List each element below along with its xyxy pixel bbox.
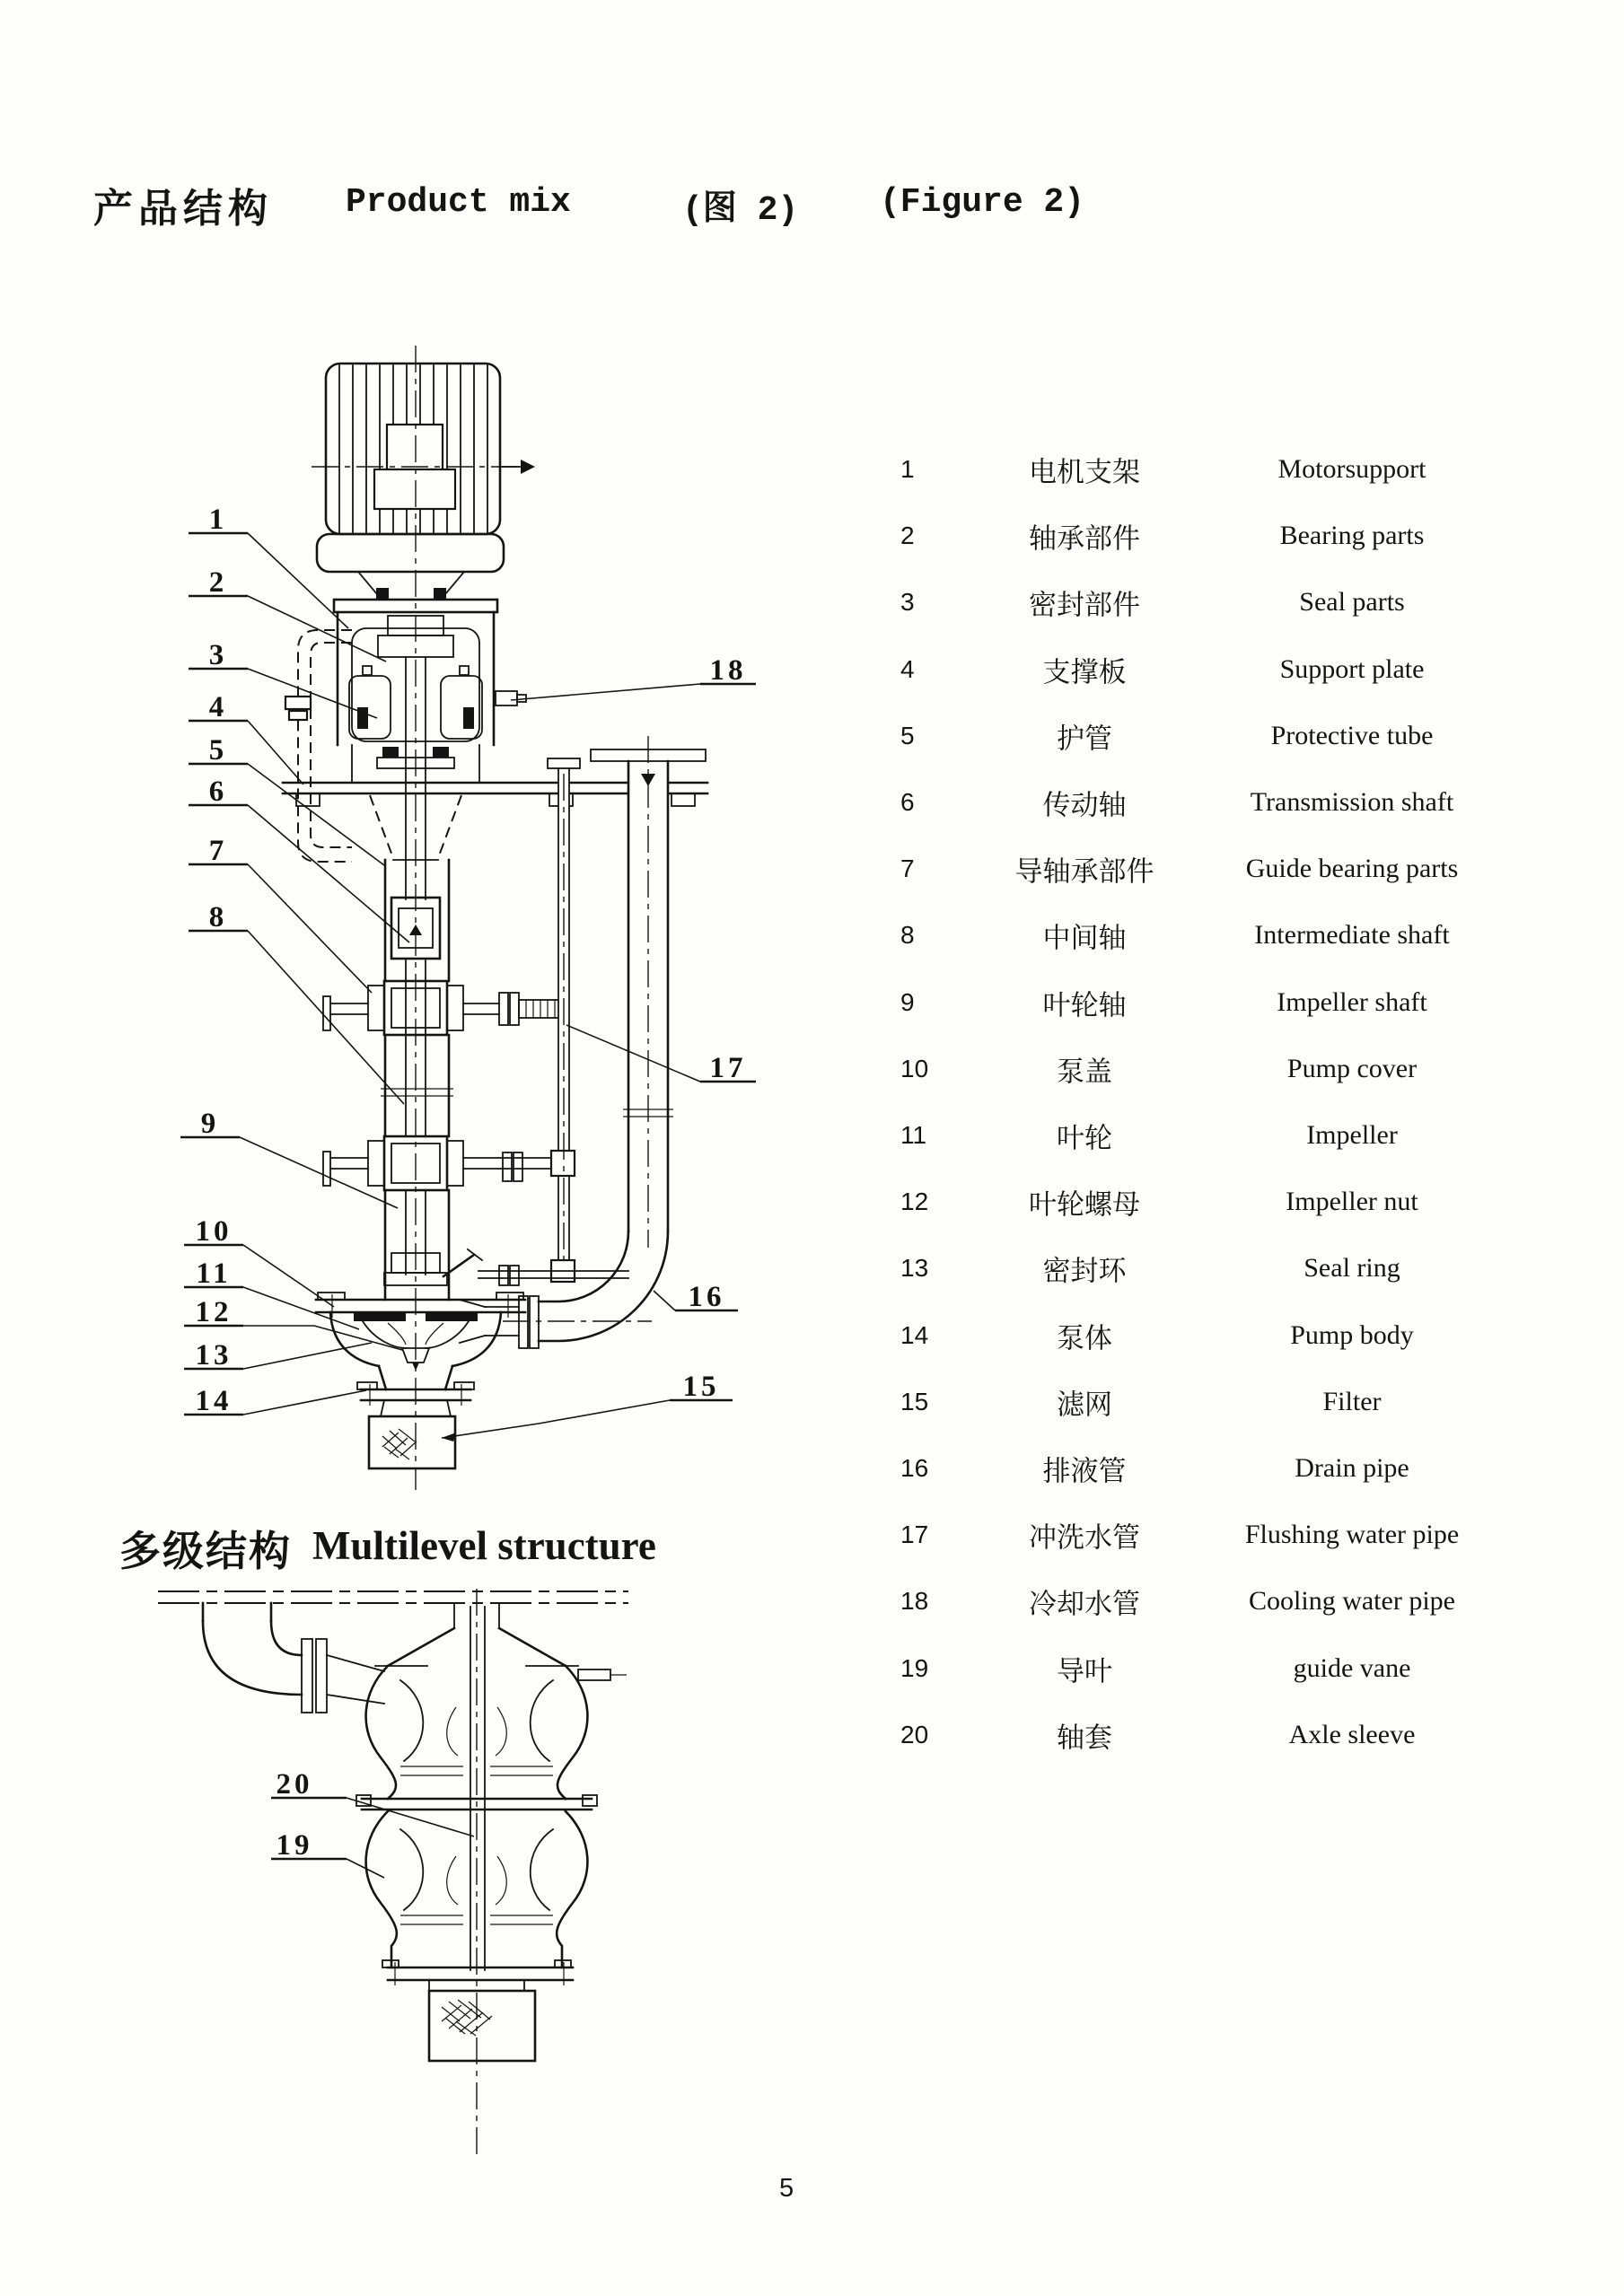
part-name-zh: 泵盖 (1057, 1056, 1112, 1088)
part-name-zh: 导轴承部件 (1014, 855, 1154, 888)
part-number: 1 (900, 455, 915, 483)
part-name-zh: 叶轮轴 (1042, 989, 1127, 1021)
part-number: 3 (900, 588, 915, 617)
electric-motor (312, 364, 535, 600)
svg-text:3: 3 (208, 639, 228, 671)
part-name-en: Flushing water pipe (1244, 1520, 1460, 1550)
callout-8 (189, 901, 404, 1104)
part-name-en: Cooling water pipe (1249, 1586, 1455, 1617)
multilevel-callouts (271, 1768, 474, 1878)
part-name-en: Support plate (1279, 653, 1425, 684)
svg-text:5: 5 (208, 734, 228, 767)
svg-text:15: 15 (682, 1371, 720, 1403)
part-name-zh: 密封部件 (1029, 589, 1140, 621)
part-name-en: Bearing parts (1279, 521, 1425, 551)
part-number: 6 (900, 788, 915, 816)
part-name-en: Intermediate shaft (1254, 920, 1450, 951)
part-name-zh: 叶轮螺母 (1029, 1188, 1140, 1221)
svg-text:19: 19 (276, 1829, 313, 1862)
part-number: 16 (900, 1454, 929, 1482)
part-number: 15 (900, 1387, 929, 1415)
callout-13 (184, 1339, 372, 1371)
pump-casing (316, 1293, 525, 1406)
guide-bearing-upper (323, 981, 562, 1035)
part-name-zh: 冲洗水管 (1029, 1521, 1140, 1554)
part-number: 7 (900, 854, 915, 883)
flushing-water-pipe (548, 758, 580, 1282)
suction-filter (369, 1400, 455, 1468)
part-name-zh: 轴套 (1057, 1722, 1112, 1754)
part-name-en: Guide bearing parts (1245, 854, 1459, 884)
part-name-zh: 电机支架 (1029, 456, 1140, 488)
part-name-zh: 轴承部件 (1029, 522, 1140, 555)
part-number: 2 (900, 521, 915, 550)
part-name-zh: 中间轴 (1042, 922, 1127, 954)
part-name-en: Axle sleeve (1288, 1719, 1416, 1749)
part-name-zh: 支撑板 (1042, 656, 1127, 688)
figure-2-diagram (126, 341, 862, 1517)
svg-text:1: 1 (208, 504, 228, 536)
part-number: 12 (900, 1187, 929, 1216)
mounting-plate-line (158, 1591, 628, 1603)
part-name-en: Impeller shaft (1277, 986, 1427, 1017)
guide-bearing-lower (323, 1136, 549, 1190)
part-name-en: Impeller nut (1286, 1187, 1418, 1217)
multilevel-heading-en: Multilevel structure (312, 1523, 656, 1568)
page-title-en: Product mix (346, 183, 571, 222)
part-name-zh: 护管 (1057, 723, 1112, 755)
callout-16 (654, 1281, 738, 1313)
svg-text:8: 8 (208, 901, 228, 933)
part-number: 9 (900, 987, 915, 1016)
multistage-casing (356, 1603, 627, 1970)
svg-text:4: 4 (208, 691, 228, 723)
page-number: 5 (779, 2174, 794, 2203)
svg-text:13: 13 (195, 1339, 233, 1371)
part-number: 5 (900, 721, 915, 749)
part-name-en: Seal ring (1304, 1253, 1400, 1284)
part-number: 19 (900, 1653, 929, 1682)
part-name-en: Filter (1322, 1386, 1382, 1416)
part-name-en: Seal parts (1299, 587, 1405, 618)
svg-text:9: 9 (200, 1108, 220, 1140)
part-name-zh: 滤网 (1057, 1389, 1112, 1421)
svg-text:11: 11 (196, 1258, 232, 1290)
svg-text:18: 18 (709, 654, 747, 687)
part-name-zh: 传动轴 (1042, 789, 1127, 821)
part-name-en: Drain pipe (1295, 1453, 1409, 1483)
part-number: 11 (900, 1121, 927, 1149)
svg-text:7: 7 (208, 835, 228, 867)
part-name-zh: 叶轮 (1057, 1122, 1112, 1154)
svg-text:20: 20 (276, 1768, 313, 1801)
part-number: 10 (900, 1054, 929, 1082)
multistage-filter (382, 1960, 573, 2061)
part-number: 4 (900, 654, 915, 683)
svg-text:2: 2 (208, 566, 228, 599)
part-name-en: Pump cover (1286, 1053, 1418, 1083)
part-name-en: Pump body (1290, 1319, 1414, 1350)
part-name-en: guide vane (1293, 1652, 1411, 1683)
part-number: 13 (900, 1254, 929, 1283)
part-number: 14 (900, 1320, 929, 1349)
svg-text:6: 6 (208, 776, 228, 808)
part-number: 8 (900, 921, 915, 950)
svg-text:16: 16 (688, 1281, 725, 1313)
callout-15 (442, 1371, 733, 1442)
discharge-elbow (203, 1603, 384, 1713)
part-name-en: Motorsupport (1277, 454, 1426, 484)
figure-ref-zh: (图 2) (682, 191, 799, 230)
part-name-en: Impeller (1306, 1120, 1398, 1150)
svg-text:17: 17 (709, 1052, 747, 1084)
seal-gland (384, 1249, 628, 1285)
drain-pipe (460, 736, 706, 1348)
multilevel-heading-zh: 多级结构 (119, 1529, 292, 1574)
callout-18 (511, 654, 756, 700)
svg-text:14: 14 (195, 1385, 233, 1417)
callout-14 (184, 1385, 366, 1417)
part-name-zh: 泵体 (1057, 1322, 1112, 1354)
part-name-zh: 导叶 (1057, 1655, 1112, 1687)
part-number: 20 (900, 1720, 929, 1748)
part-name-en: Protective tube (1270, 720, 1434, 750)
part-name-zh: 密封环 (1042, 1255, 1127, 1287)
multilevel-structure-diagram (90, 1575, 700, 2172)
callout-20 (271, 1768, 474, 1836)
svg-text:12: 12 (195, 1296, 233, 1328)
part-name-en: Transmission shaft (1250, 787, 1454, 817)
part-number: 17 (900, 1520, 929, 1549)
page-title-zh: 产品结构 (93, 187, 273, 231)
svg-text:10: 10 (195, 1215, 233, 1248)
part-name-zh: 排液管 (1042, 1455, 1127, 1487)
figure-ref-en: (Figure 2) (880, 183, 1085, 222)
part-name-zh: 冷却水管 (1029, 1588, 1140, 1620)
part-number: 18 (900, 1587, 929, 1616)
